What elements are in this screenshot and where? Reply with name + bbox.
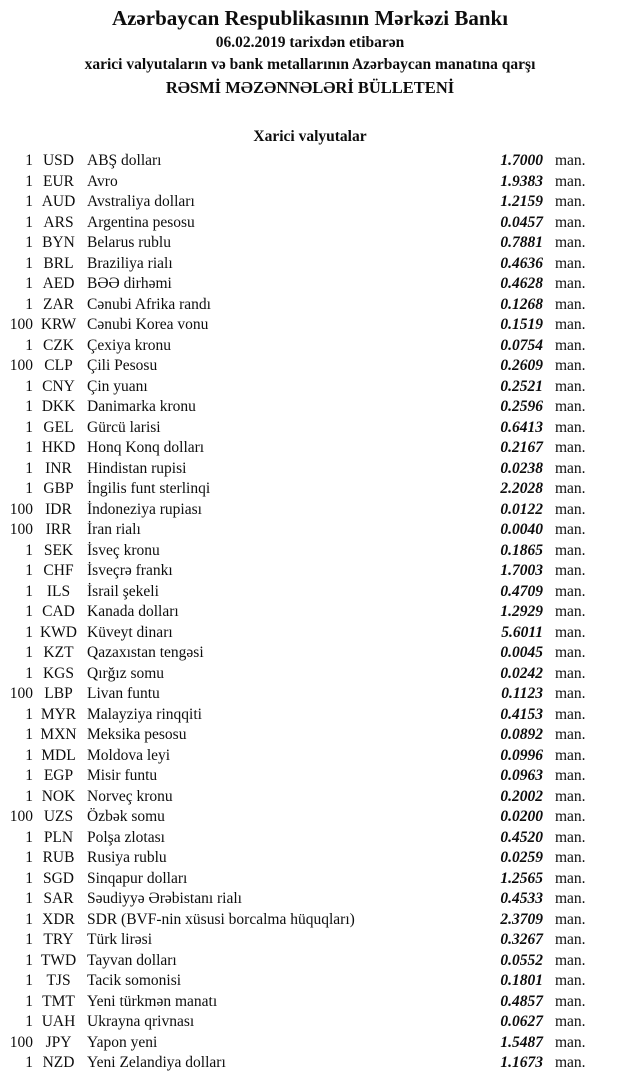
currency-name: Avstraliya dolları: [87, 193, 195, 210]
unit-label: man.: [555, 1033, 586, 1051]
quantity-value: 1: [25, 480, 33, 497]
unit-label: man.: [555, 972, 586, 989]
currency-code: ARS: [43, 213, 74, 231]
rate-value: 0.3267: [500, 931, 543, 948]
quantity-value: 1: [25, 931, 33, 948]
table-row: [0, 172, 620, 193]
currency-code: KZT: [43, 644, 74, 661]
rate-value: 0.0238: [500, 459, 543, 477]
table-row: [0, 602, 620, 623]
table-row: [0, 930, 620, 951]
rate-value: 0.2167: [500, 439, 543, 456]
currency-name: Tayvan dolları: [87, 951, 177, 969]
table-row: [0, 377, 620, 398]
quantity-value: 1: [25, 746, 33, 764]
unit-label: man.: [555, 726, 586, 743]
currency-name: Yapon yeni: [87, 1033, 158, 1051]
quantity-value: 1: [25, 603, 33, 620]
currency-code: UZS: [43, 808, 74, 825]
quantity-value: 100: [9, 685, 33, 702]
table-row: [0, 438, 620, 459]
currency-code: AED: [42, 275, 75, 292]
quantity-value: 1: [25, 172, 33, 190]
rate-value: 0.4520: [500, 828, 543, 846]
currency-name: Türk lirəsi: [87, 931, 152, 948]
unit-label: man.: [555, 172, 586, 190]
currency-name: Meksika pesosu: [87, 726, 187, 743]
table-row: [0, 807, 620, 828]
currency-name: Braziliya rialı: [87, 254, 173, 272]
quantity-value: 1: [25, 910, 33, 928]
unit-label: man.: [555, 500, 586, 518]
rate-value: 0.4857: [500, 992, 543, 1010]
currency-name: Malayziya rinqqiti: [87, 705, 202, 723]
quantity-value: 100: [9, 1033, 33, 1051]
unit-label: man.: [555, 398, 586, 415]
table-row: [0, 561, 620, 582]
table-row: [0, 828, 620, 849]
quantity-value: 1: [25, 787, 33, 805]
quantity-value: 100: [9, 316, 33, 333]
rate-value: 1.2565: [500, 869, 543, 887]
currency-code: KWD: [39, 623, 78, 641]
table-row: [0, 971, 620, 992]
rate-value: 0.1519: [500, 316, 543, 333]
rate-value: 5.6011: [501, 623, 543, 641]
table-row: [0, 336, 620, 357]
currency-code: CHF: [43, 562, 74, 579]
unit-label: man.: [555, 418, 586, 436]
quantity-value: 1: [25, 1013, 33, 1030]
quantity-value: 1: [25, 541, 33, 559]
currency-name: Misir funtu: [87, 767, 158, 784]
currency-name: Moldova leyi: [87, 746, 171, 764]
rate-value: 0.0552: [500, 951, 543, 969]
currency-code: GBP: [43, 480, 74, 497]
bank-title: Azərbaycan Respublikasının Mərkəzi Bankı: [111, 6, 509, 30]
currency-name: Çexiya kronu: [87, 336, 171, 354]
table-row: [0, 459, 620, 480]
table-row: [0, 397, 620, 418]
unit-label: man.: [555, 910, 586, 928]
quantity-value: 1: [25, 213, 33, 231]
quantity-value: 1: [25, 336, 33, 354]
rate-value: 0.2596: [500, 398, 543, 415]
unit-label: man.: [555, 951, 586, 969]
currency-code: AUD: [41, 193, 76, 210]
table-row: [0, 213, 620, 234]
currency-code: CAD: [42, 603, 75, 620]
currency-name: Qazaxıstan tengəsi: [87, 644, 204, 661]
currency-name: Honq Konq dolları: [87, 439, 205, 456]
currency-name: Gürcü larisi: [87, 418, 161, 436]
currency-code: KGS: [42, 664, 74, 682]
unit-label: man.: [555, 439, 586, 456]
rate-value: 2.3709: [500, 910, 543, 928]
currency-name: İndoneziya rupiası: [87, 500, 202, 518]
quantity-value: 1: [25, 1054, 33, 1071]
quantity-value: 100: [9, 521, 33, 538]
unit-label: man.: [555, 521, 586, 538]
quantity-value: 1: [25, 582, 33, 600]
currency-code: KRW: [40, 316, 77, 333]
rate-value: 0.0892: [500, 726, 543, 743]
unit-label: man.: [555, 541, 586, 559]
rate-value: 1.5487: [500, 1033, 543, 1051]
currency-name: Rusiya rublu: [87, 849, 167, 866]
table-row: [0, 1053, 620, 1073]
unit-label: man.: [555, 213, 586, 231]
currency-name: İsrail şekeli: [87, 582, 159, 600]
currency-code: MXN: [40, 726, 77, 743]
unit-label: man.: [555, 685, 586, 702]
rate-value: 0.2609: [500, 357, 543, 374]
currency-name: Özbək somu: [87, 808, 165, 825]
unit-label: man.: [555, 357, 586, 374]
currency-name: Avro: [87, 172, 118, 190]
currency-name: Tacik somonisi: [87, 972, 182, 989]
unit-label: man.: [555, 767, 586, 784]
quantity-value: 1: [25, 377, 33, 395]
rate-value: 0.0242: [500, 664, 543, 682]
unit-label: man.: [555, 644, 586, 661]
quantity-value: 1: [25, 972, 33, 989]
unit-label: man.: [555, 808, 586, 825]
rate-value: 0.1801: [500, 972, 543, 989]
quantity-value: 1: [25, 890, 33, 907]
currency-code: INR: [45, 459, 72, 477]
rate-value: 0.7881: [500, 234, 543, 251]
currency-code: UAH: [41, 1013, 76, 1030]
currency-name: Səudiyyə Ərəbistanı rialı: [87, 890, 242, 907]
quantity-value: 1: [25, 623, 33, 641]
quantity-value: 1: [25, 644, 33, 661]
unit-label: man.: [555, 480, 586, 497]
rate-value: 0.0045: [500, 644, 543, 661]
rates-table: [0, 151, 620, 1073]
table-row: [0, 910, 620, 931]
table-row: [0, 274, 620, 295]
rate-value: 1.9383: [500, 172, 543, 190]
quantity-value: 1: [25, 562, 33, 579]
table-row: [0, 705, 620, 726]
unit-label: man.: [555, 705, 586, 723]
currency-code: NZD: [42, 1054, 75, 1071]
unit-label: man.: [555, 275, 586, 292]
unit-label: man.: [555, 336, 586, 354]
currency-code: CZK: [43, 336, 74, 354]
unit-label: man.: [555, 992, 586, 1010]
currency-code: BRL: [43, 254, 74, 272]
rate-value: 0.1123: [501, 685, 543, 702]
rate-value: 0.0259: [500, 849, 543, 866]
unit-label: man.: [555, 234, 586, 251]
currency-name: Belarus rublu: [87, 234, 171, 251]
currency-code: BYN: [42, 234, 75, 251]
rate-value: 0.4533: [500, 890, 543, 907]
bulletin-title: RƏSMİ MƏZƏNNƏLƏRİ BÜLLETENİ: [165, 78, 455, 97]
table-row: [0, 746, 620, 767]
table-row: [0, 582, 620, 603]
currency-name: Argentina pesosu: [87, 213, 195, 231]
currency-name: BƏƏ dirhəmi: [87, 275, 172, 292]
rate-value: 0.0040: [500, 521, 543, 538]
rate-value: 1.1673: [500, 1054, 543, 1071]
currency-name: Yeni Zelandiya dolları: [87, 1054, 226, 1071]
currency-code: TMT: [42, 992, 75, 1010]
rate-value: 0.2521: [500, 377, 543, 395]
unit-label: man.: [555, 254, 586, 272]
rate-value: 0.0122: [500, 500, 543, 518]
unit-label: man.: [555, 931, 586, 948]
table-row: [0, 664, 620, 685]
currency-code: LBP: [44, 685, 73, 702]
table-row: [0, 151, 620, 172]
currency-code: IRR: [45, 521, 72, 538]
quantity-value: 1: [25, 767, 33, 784]
unit-label: man.: [555, 869, 586, 887]
unit-label: man.: [555, 603, 586, 620]
quantity-value: 1: [25, 418, 33, 436]
currency-code: ILS: [46, 582, 71, 600]
currency-code: GEL: [43, 418, 74, 436]
rate-value: 1.7000: [500, 152, 543, 169]
currency-name: Hindistan rupisi: [87, 459, 187, 477]
quantity-value: 1: [25, 828, 33, 846]
currency-code: CNY: [42, 377, 75, 395]
currency-code: SAR: [43, 890, 74, 907]
rate-value: 0.6413: [500, 418, 543, 436]
table-row: [0, 479, 620, 500]
unit-label: man.: [555, 377, 586, 395]
unit-label: man.: [555, 623, 586, 641]
quantity-value: 1: [25, 275, 33, 292]
currency-code: SEK: [43, 541, 74, 559]
section-heading: Xarici valyutalar: [253, 128, 367, 145]
unit-label: man.: [555, 562, 586, 579]
rate-value: 0.4153: [500, 705, 543, 723]
rate-value: 0.1268: [500, 295, 543, 313]
unit-label: man.: [555, 316, 586, 333]
quantity-value: 1: [25, 254, 33, 272]
rate-value: 0.0200: [500, 808, 543, 825]
currency-code: RUB: [42, 849, 75, 866]
rate-value: 0.0457: [500, 213, 543, 231]
table-row: [0, 787, 620, 808]
currency-name: Cənubi Afrika randı: [87, 295, 211, 313]
currency-code: EGP: [43, 767, 74, 784]
currency-name: Norveç kronu: [87, 787, 173, 805]
currency-name: Kanada dolları: [87, 603, 179, 620]
table-row: [0, 1012, 620, 1033]
rate-value: 1.2929: [500, 603, 543, 620]
quantity-value: 1: [25, 992, 33, 1010]
currency-name: İsveçrə frankı: [87, 562, 173, 579]
unit-label: man.: [555, 849, 586, 866]
quantity-value: 1: [25, 152, 33, 169]
currency-name: Ukrayna qrivnası: [87, 1013, 195, 1030]
unit-label: man.: [555, 1054, 586, 1071]
currency-name: Yeni türkmən manatı: [87, 992, 218, 1010]
table-row: [0, 643, 620, 664]
unit-label: man.: [555, 459, 586, 477]
rate-value: 0.0963: [500, 767, 543, 784]
rate-value: 1.2159: [500, 193, 543, 210]
quantity-value: 1: [25, 193, 33, 210]
currency-code: IDR: [45, 500, 72, 518]
table-row: [0, 951, 620, 972]
currency-name: Polşa zlotası: [87, 828, 165, 846]
currency-name: Çin yuanı: [87, 377, 148, 395]
rate-value: 1.7003: [500, 562, 543, 579]
currency-code: ZAR: [43, 295, 74, 313]
quantity-value: 100: [9, 808, 33, 825]
quantity-value: 1: [25, 705, 33, 723]
rate-value: 0.0996: [500, 746, 543, 764]
quantity-value: 100: [9, 357, 33, 374]
currency-code: CLP: [44, 357, 73, 374]
unit-label: man.: [555, 152, 586, 169]
table-row: [0, 1033, 620, 1054]
table-row: [0, 254, 620, 275]
quantity-value: 1: [25, 849, 33, 866]
currency-name: Livan funtu: [87, 685, 160, 702]
currency-code: USD: [42, 152, 74, 169]
rate-value: 0.4628: [500, 275, 543, 292]
table-row: [0, 418, 620, 439]
unit-label: man.: [555, 664, 586, 682]
currency-name: Danimarka kronu: [87, 398, 196, 415]
table-row: [0, 520, 620, 541]
table-row: [0, 500, 620, 521]
unit-label: man.: [555, 295, 586, 313]
quantity-value: 1: [25, 951, 33, 969]
currency-code: HKD: [41, 439, 76, 456]
quantity-value: 100: [9, 500, 33, 518]
currency-name: Küveyt dinarı: [87, 623, 173, 641]
currency-code: DKK: [41, 398, 76, 415]
effective-date-line: 06.02.2019 tarixdən etibarən: [215, 34, 405, 51]
quantity-value: 1: [25, 664, 33, 682]
table-row: [0, 541, 620, 562]
currency-code: TWD: [40, 951, 77, 969]
unit-label: man.: [555, 890, 586, 907]
quantity-value: 1: [25, 869, 33, 887]
currency-name: Sinqapur dolları: [87, 869, 188, 887]
rate-value: 0.4709: [500, 582, 543, 600]
table-row: [0, 889, 620, 910]
unit-label: man.: [555, 828, 586, 846]
currency-name: SDR (BVF-nin xüsusi borcalma hüquqları): [87, 910, 355, 928]
rate-value: 0.1865: [500, 541, 543, 559]
currency-name: İsveç kronu: [87, 541, 160, 559]
unit-label: man.: [555, 787, 586, 805]
bulletin-header: [0, 0, 620, 99]
unit-label: man.: [555, 582, 586, 600]
table-row: [0, 992, 620, 1013]
currency-name: ABŞ dolları: [87, 152, 162, 169]
currency-code: EUR: [43, 172, 74, 190]
currency-code: JPY: [45, 1033, 72, 1051]
table-row: [0, 233, 620, 254]
rate-value: 2.2028: [500, 480, 543, 497]
quantity-value: 1: [25, 726, 33, 743]
table-row: [0, 766, 620, 787]
table-row: [0, 295, 620, 316]
quantity-value: 1: [25, 398, 33, 415]
table-row: [0, 192, 620, 213]
currency-code: TRY: [43, 931, 74, 948]
unit-label: man.: [555, 746, 586, 764]
quantity-value: 1: [25, 234, 33, 251]
currency-code: MDL: [41, 746, 76, 764]
currency-name: İran rialı: [87, 521, 141, 538]
table-row: [0, 848, 620, 869]
table-row: [0, 869, 620, 890]
table-row: [0, 356, 620, 377]
rate-value: 0.0754: [500, 336, 543, 354]
rate-value: 0.0627: [500, 1013, 543, 1030]
table-row: [0, 684, 620, 705]
currency-code: TJS: [46, 972, 71, 989]
quantity-value: 1: [25, 295, 33, 313]
quantity-value: 1: [25, 439, 33, 456]
currency-name: Cənubi Korea vonu: [87, 316, 209, 333]
currency-code: XDR: [42, 910, 75, 928]
table-row: [0, 315, 620, 336]
quantity-value: 1: [25, 459, 33, 477]
currency-code: SGD: [42, 869, 74, 887]
table-row: [0, 725, 620, 746]
rate-value: 0.4636: [500, 254, 543, 272]
rate-value: 0.2002: [500, 787, 543, 805]
currency-name: Çili Pesosu: [87, 357, 158, 374]
currency-code: MYR: [40, 705, 77, 723]
currency-name: İngilis funt sterlinqi: [87, 480, 211, 497]
currency-name: Qırğız somu: [87, 664, 165, 682]
currency-code: PLN: [43, 828, 74, 846]
unit-label: man.: [555, 1013, 586, 1030]
table-row: [0, 623, 620, 644]
currency-code: NOK: [41, 787, 76, 805]
unit-label: man.: [555, 193, 586, 210]
subtitle-line: xarici valyutaların və bank metallarının Azərbaycan manatına qarşı: [84, 56, 536, 73]
